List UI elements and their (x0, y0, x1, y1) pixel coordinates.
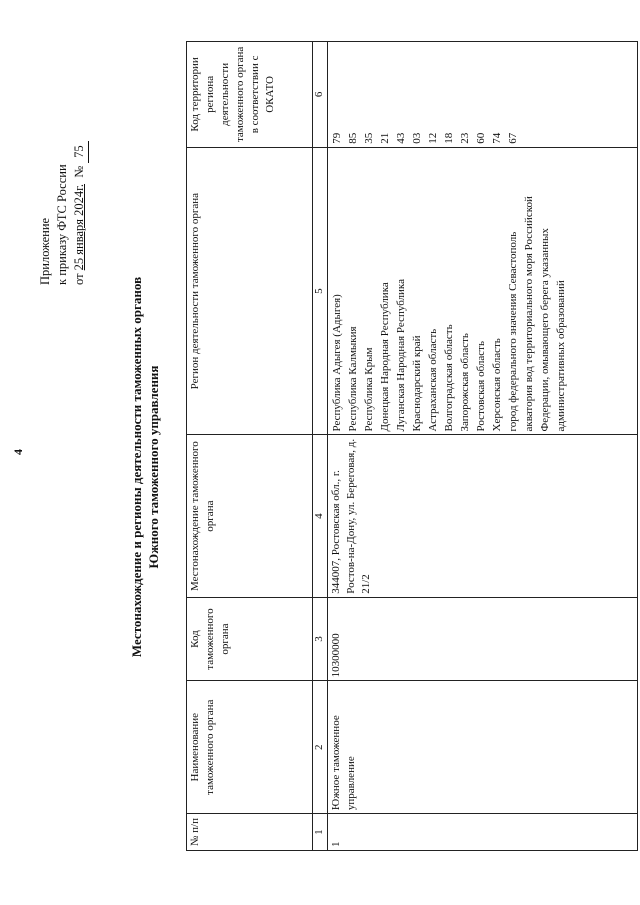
appendix-date: 25 января 2024г. (72, 183, 86, 271)
page-number: 4 (11, 449, 25, 455)
column-number: 3 (313, 597, 328, 681)
column-number: 1 (313, 814, 328, 851)
region-item: Луганская Народная Республика (395, 279, 407, 432)
column-number: 4 (313, 435, 328, 597)
region-item: Запорожская область (459, 333, 471, 432)
okato-code: 18 (443, 132, 455, 144)
okato-code: 67 (507, 132, 519, 144)
okato-code: 23 (459, 132, 471, 144)
row-code: 10300000 (328, 597, 638, 681)
appendix-line-2: к приказу ФТС России (55, 164, 69, 285)
title-line-1: Местонахождение и регионы деятельности таможенных органов (129, 276, 144, 658)
customs-table-container (186, 41, 638, 851)
row-address: 344007, Ростовская обл., г. Ростов-на-Дону, ул. Береговая, д. 21/2 (328, 435, 638, 597)
column-number: 5 (313, 147, 328, 435)
region-item: Ростовская область (475, 341, 487, 432)
okato-code: 74 (491, 132, 503, 144)
header-region: Регион деятельности таможенного органа (187, 147, 313, 435)
region-item: акватория вод территориального моря Российской Федерации, омывающего берега указанных административных образований (523, 196, 567, 432)
table-row (328, 42, 638, 851)
okato-code: 12 (427, 132, 439, 144)
title-line-2: Южного таможенного управления (146, 365, 161, 569)
column-number: 6 (313, 42, 328, 148)
region-item: Астраханская область (427, 328, 439, 432)
appendix-line-3 (71, 45, 89, 285)
header-name: Наименование таможенного органа (187, 681, 313, 814)
header-num: № п/п (187, 814, 313, 851)
okato-code: 85 (347, 132, 359, 144)
region-item: Республика Адыгея (Адыгея) (331, 294, 343, 432)
document-title (128, 227, 168, 707)
okato-code: 60 (475, 132, 487, 144)
region-item: Республика Крым (363, 347, 375, 432)
okato-code: 03 (411, 132, 423, 144)
appendix-number-label: № (72, 165, 86, 178)
region-item: Херсонская область (491, 338, 503, 432)
row-name: Южное таможенное управление (328, 681, 638, 814)
column-number: 2 (313, 681, 328, 814)
okato-code: 21 (379, 132, 391, 144)
region-item: Волгоградская область (443, 324, 455, 432)
customs-table (186, 41, 638, 851)
region-item: город федерального значения Севастополь (507, 231, 519, 432)
appendix-from: от (72, 273, 86, 285)
region-item: Донецкая Народная Республика (379, 282, 391, 432)
header-address: Местонахождение таможенного органа (187, 435, 313, 597)
appendix-line-1: Приложение (38, 217, 52, 285)
row-num: 1 (328, 814, 638, 851)
appendix-number: 75 (71, 141, 89, 163)
table-header-row (187, 42, 313, 851)
row-regions (328, 147, 638, 435)
okato-code: 43 (395, 132, 407, 144)
header-okato: Код территории региона деятельности таможенного органа в соответствии с ОКАТО (187, 42, 313, 148)
okato-code: 35 (363, 132, 375, 144)
appendix-block (37, 45, 107, 285)
column-number-row (313, 42, 328, 851)
region-item: Республика Калмыкия (347, 326, 359, 432)
header-code: Код таможенного органа (187, 597, 313, 681)
region-item: Краснодарский край (411, 335, 423, 432)
row-okato (328, 42, 638, 148)
okato-code: 79 (331, 132, 343, 144)
